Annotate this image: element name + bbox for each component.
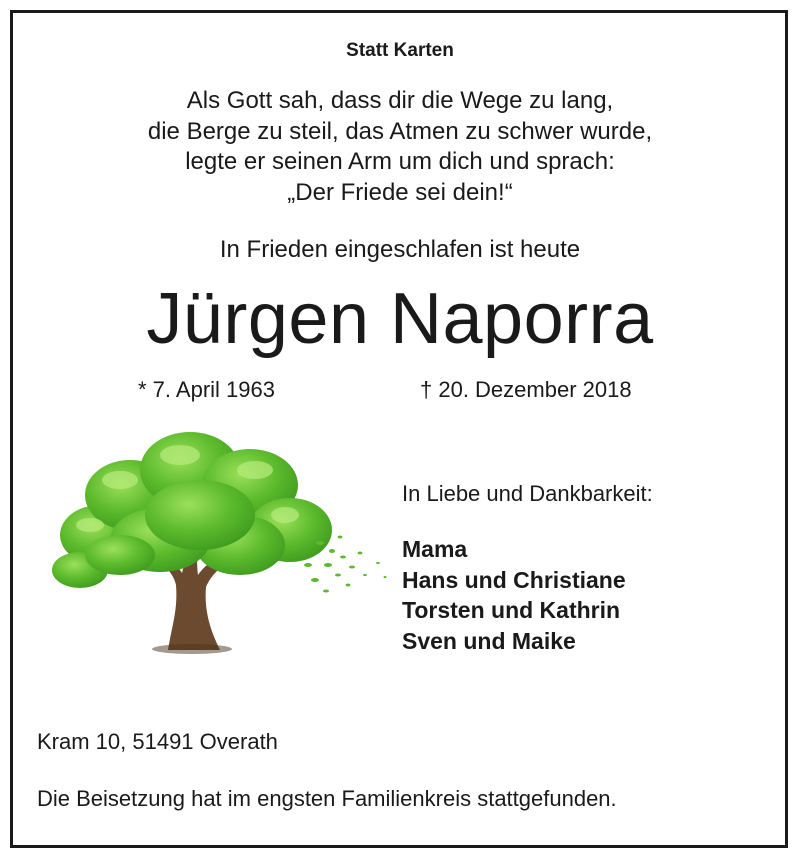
family-member: Hans und Christiane bbox=[402, 566, 626, 593]
poem-line: Als Gott sah, dass dir die Wege zu lang, bbox=[186, 87, 614, 114]
poem bbox=[0, 86, 800, 208]
birth-date: * 7. April 1963 bbox=[138, 377, 275, 402]
poem-line: legte er seinen Arm um dich und sprach: bbox=[185, 148, 615, 175]
death-date: † 20. Dezember 2018 bbox=[420, 377, 632, 402]
thanks-text: In Liebe und Dankbarkeit: bbox=[402, 481, 653, 506]
family-member: Mama bbox=[402, 536, 468, 562]
poem-line: „Der Friede sei dein!“ bbox=[287, 178, 513, 206]
family-member: Torsten und Kathrin bbox=[402, 597, 621, 623]
header-text: Statt Karten bbox=[346, 40, 454, 61]
poem-line: die Berge zu steil, das Atmen zu schwer wurde, bbox=[147, 117, 653, 145]
burial-note: Die Beisetzung hat im engsten Familienkreis stattgefunden. bbox=[37, 786, 617, 811]
family-member: Sven und Maike bbox=[402, 627, 576, 654]
intro-text: In Frieden eingeschlafen ist heute bbox=[219, 236, 581, 263]
tree-icon bbox=[40, 425, 400, 655]
deceased-name: Jürgen Naporra bbox=[146, 279, 654, 359]
family-list bbox=[402, 534, 626, 656]
address: Kram 10, 51491 Overath bbox=[37, 729, 278, 754]
